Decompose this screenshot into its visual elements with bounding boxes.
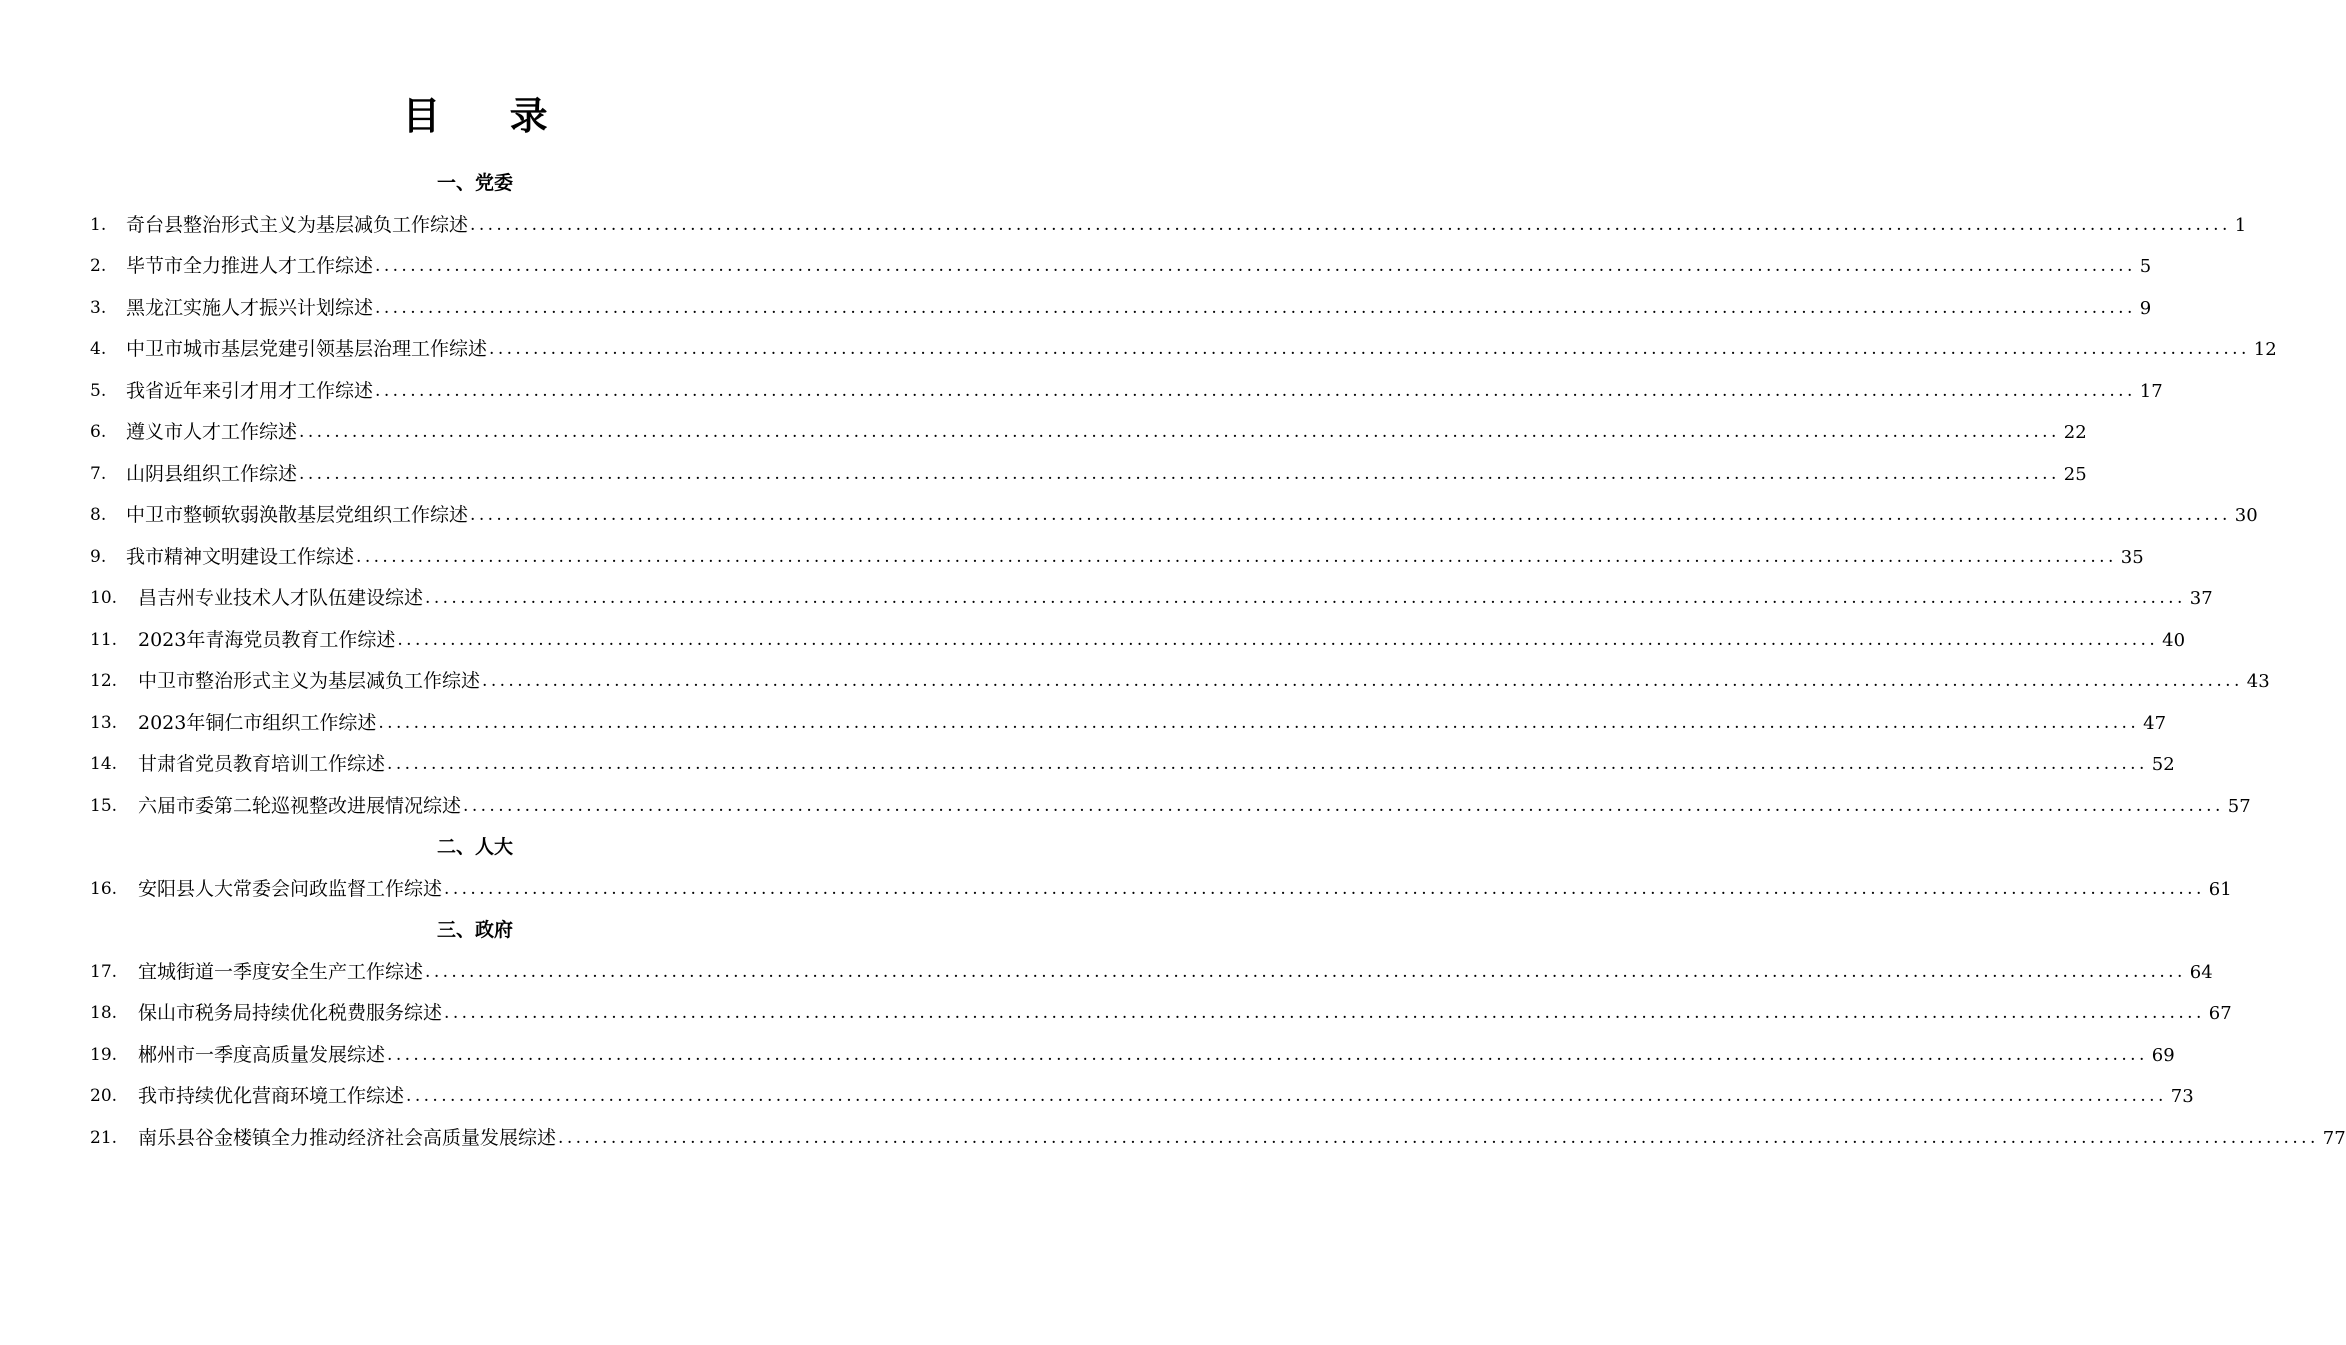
entry-page-number: 67 bbox=[2208, 1003, 2232, 1024]
entry-title: 中卫市整顿软弱涣散基层党组织工作综述 bbox=[126, 504, 469, 526]
dot-leader: ........................................................................................................................................................................................................ bbox=[406, 1086, 2167, 1106]
entry-page-number: 52 bbox=[2151, 754, 2175, 775]
entry-number: 21. bbox=[90, 1127, 118, 1148]
dot-leader: ........................................................................................................................................................................................................ bbox=[387, 1044, 2148, 1065]
entry-number: 18. bbox=[90, 1003, 118, 1023]
dot-leader: ........................................................................................................................................................................................................ bbox=[558, 1127, 2319, 1148]
toc-entry[interactable] bbox=[90, 246, 2152, 288]
entry-number: 8. bbox=[90, 505, 107, 525]
entry-title: 2023年青海党员教育工作综述 bbox=[138, 628, 396, 651]
dot-leader: ........................................................................................................................................................................................................ bbox=[470, 505, 2231, 525]
toc-entry[interactable] bbox=[90, 578, 2213, 620]
entry-page-number: 12 bbox=[2253, 339, 2277, 360]
toc-entry[interactable] bbox=[90, 454, 2087, 496]
entry-page-number: 43 bbox=[2246, 671, 2270, 692]
entry-page-number: 57 bbox=[2227, 795, 2251, 817]
entry-number: 5. bbox=[90, 380, 107, 401]
toc-entry[interactable] bbox=[90, 786, 2251, 828]
entry-number: 19. bbox=[90, 1044, 118, 1065]
entry-page-number: 30 bbox=[2234, 505, 2258, 526]
toc-entry[interactable] bbox=[90, 412, 2087, 454]
dot-leader: ........................................................................................................................................................................................................ bbox=[356, 546, 2117, 567]
dot-leader: ........................................................................................................................................................................................................ bbox=[397, 629, 2159, 650]
toc-entry[interactable] bbox=[90, 537, 2144, 579]
entry-number: 20. bbox=[90, 1086, 118, 1106]
entry-title: 2023年铜仁市组织工作综述 bbox=[138, 711, 377, 734]
entry-number: 11. bbox=[90, 629, 118, 650]
entry-page-number: 17 bbox=[2139, 380, 2163, 402]
entry-title: 六届市委第二轮巡视整改进展情况综述 bbox=[138, 794, 462, 817]
entry-page-number: 61 bbox=[2208, 878, 2232, 900]
entry-page-number: 47 bbox=[2143, 712, 2167, 734]
toc-entry[interactable] bbox=[90, 703, 2167, 745]
toc-entry[interactable] bbox=[90, 993, 2232, 1035]
section-heading-peoples-congress: 二、人大 bbox=[436, 836, 513, 858]
entry-number: 9. bbox=[90, 546, 107, 567]
dot-leader: ........................................................................................................................................................................................................ bbox=[425, 588, 2186, 608]
entry-page-number: 5 bbox=[2139, 256, 2152, 277]
toc-title: 目 录 bbox=[402, 94, 576, 138]
entry-number: 12. bbox=[90, 671, 118, 691]
dot-leader: ........................................................................................................................................................................................................ bbox=[299, 422, 2060, 442]
entry-number: 15. bbox=[90, 795, 118, 816]
entry-page-number: 35 bbox=[2120, 546, 2144, 568]
entry-page-number: 40 bbox=[2162, 629, 2186, 651]
entry-title: 安阳县人大常委会问政监督工作综述 bbox=[138, 877, 443, 900]
dot-leader: ........................................................................................................................................................................................................ bbox=[470, 214, 2231, 235]
entry-title: 南乐县谷金楼镇全力推动经济社会高质量发展综述 bbox=[138, 1126, 557, 1149]
toc-entry[interactable] bbox=[90, 371, 2163, 413]
dot-leader: ........................................................................................................................................................................................................ bbox=[444, 878, 2205, 899]
entry-title: 遵义市人才工作综述 bbox=[126, 421, 298, 443]
toc-entry[interactable] bbox=[90, 329, 2277, 371]
entry-title: 毕节市全力推进人才工作综述 bbox=[126, 255, 374, 277]
entry-title: 郴州市一季度高质量发展综述 bbox=[138, 1043, 386, 1066]
dot-leader: ........................................................................................................................................................................................................ bbox=[489, 339, 2250, 359]
toc-entry[interactable] bbox=[90, 288, 2152, 330]
dot-leader: ........................................................................................................................................................................................................ bbox=[425, 961, 2186, 982]
toc-entry[interactable] bbox=[90, 952, 2213, 994]
dot-leader: ........................................................................................................................................................................................................ bbox=[299, 463, 2060, 484]
entry-page-number: 9 bbox=[2139, 297, 2152, 319]
toc-entry[interactable] bbox=[90, 1035, 2175, 1077]
entry-number: 7. bbox=[90, 463, 107, 484]
entry-number: 1. bbox=[90, 214, 107, 235]
entry-page-number: 64 bbox=[2189, 961, 2213, 983]
toc-entry[interactable] bbox=[90, 869, 2232, 911]
dot-leader: ........................................................................................................................................................................................................ bbox=[375, 380, 2136, 401]
dot-leader: ........................................................................................................................................................................................................ bbox=[375, 297, 2136, 318]
entry-title: 中卫市整治形式主义为基层减负工作综述 bbox=[138, 670, 481, 692]
entry-title: 我省近年来引才用才工作综述 bbox=[126, 379, 374, 402]
dot-leader: ........................................................................................................................................................................................................ bbox=[375, 256, 2136, 276]
section-heading-government: 三、政府 bbox=[436, 919, 513, 941]
dot-leader: ........................................................................................................................................................................................................ bbox=[444, 1003, 2205, 1023]
entry-page-number: 73 bbox=[2170, 1086, 2194, 1107]
entry-number: 6. bbox=[90, 422, 107, 442]
dot-leader: ........................................................................................................................................................................................................ bbox=[378, 712, 2140, 733]
entry-number: 3. bbox=[90, 297, 107, 318]
entry-title: 甘肃省党员教育培训工作综述 bbox=[138, 753, 386, 775]
dot-leader: ........................................................................................................................................................................................................ bbox=[463, 795, 2224, 816]
entry-title: 我市精神文明建设工作综述 bbox=[126, 545, 355, 568]
toc-entry[interactable] bbox=[90, 495, 2258, 537]
entry-page-number: 22 bbox=[2063, 422, 2087, 443]
entry-number: 4. bbox=[90, 339, 107, 359]
dot-leader: ........................................................................................................................................................................................................ bbox=[387, 754, 2148, 774]
toc-entry[interactable] bbox=[90, 744, 2175, 786]
entry-title: 奇台县整治形式主义为基层减负工作综述 bbox=[126, 213, 469, 236]
entry-number: 10. bbox=[90, 588, 118, 608]
entry-title: 保山市税务局持续优化税费服务综述 bbox=[138, 1002, 443, 1024]
entry-number: 16. bbox=[90, 878, 118, 899]
entry-title: 宜城街道一季度安全生产工作综述 bbox=[138, 960, 424, 983]
entry-title: 中卫市城市基层党建引领基层治理工作综述 bbox=[126, 338, 488, 360]
dot-leader: ........................................................................................................................................................................................................ bbox=[482, 671, 2243, 691]
entry-number: 2. bbox=[90, 256, 107, 276]
entry-title: 昌吉州专业技术人才队伍建设综述 bbox=[138, 587, 424, 609]
entry-title: 黑龙江实施人才振兴计划综述 bbox=[126, 296, 374, 319]
entry-number: 17. bbox=[90, 961, 118, 982]
entry-page-number: 69 bbox=[2151, 1044, 2175, 1066]
toc-entry[interactable] bbox=[90, 620, 2186, 662]
toc-entry[interactable] bbox=[90, 1076, 2194, 1118]
section-heading-party-committee: 一、党委 bbox=[436, 172, 513, 194]
toc-entry[interactable] bbox=[90, 205, 2247, 247]
entry-page-number: 1 bbox=[2234, 214, 2247, 236]
entry-page-number: 77 bbox=[2322, 1127, 2346, 1149]
toc-entry[interactable] bbox=[90, 661, 2270, 703]
entry-page-number: 37 bbox=[2189, 588, 2213, 609]
entry-page-number: 25 bbox=[2063, 463, 2087, 485]
table-of-contents bbox=[90, 163, 2346, 1159]
entry-number: 14. bbox=[90, 754, 118, 774]
entry-title: 山阴县组织工作综述 bbox=[126, 462, 298, 485]
entry-title: 我市持续优化营商环境工作综述 bbox=[138, 1085, 405, 1107]
toc-entry[interactable] bbox=[90, 1118, 2346, 1160]
entry-number: 13. bbox=[90, 712, 118, 733]
